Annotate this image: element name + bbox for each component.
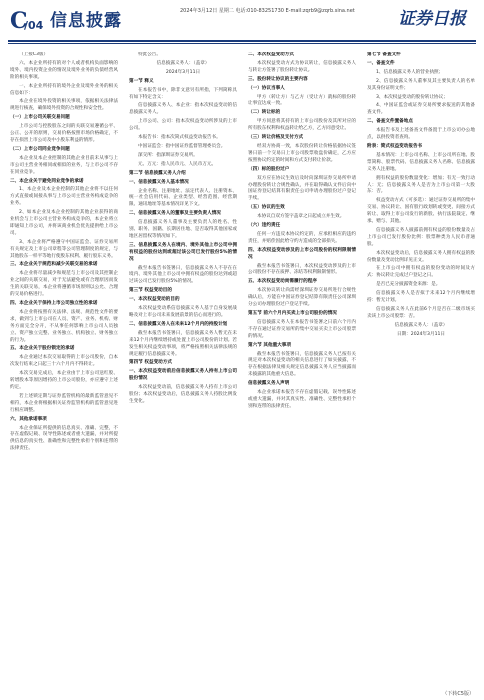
section-heading: 三、股份转让协议的主要内容: [248, 76, 308, 82]
paragraph: 2024年3月11日: [165, 69, 201, 75]
section-heading: 第三节 权益变动目的: [129, 288, 172, 294]
column-2: [129, 52, 237, 688]
column-4: [367, 52, 475, 688]
paragraph: 本次协议转让尚需经深圳证券交易所进行合规性确认后，方能在中国证券登记结算有限责任公司深圳分公司办理股份过户登记手续。: [248, 288, 356, 308]
paragraph: 截至本报告书签署日，信息披露义务人已按有关规定对本次权益变动的相关信息进行了如实披露，不存在根据法律及相关规定信息披露义务人应当披露而未披露的其他重大信息。: [248, 351, 356, 378]
section-heading: 六、其他承诺事项: [10, 416, 47, 422]
paragraph: 信息披露义务人披露前拥有权益的股份数量及占上市公司已发行股份比例：股票种类为人民币普通股。: [367, 227, 475, 247]
paragraph: 1、本企业及本企业控制的其他企业将不以任何方式直接或间接从事与上市公司主营业务构成竞争的业务。: [10, 187, 118, 207]
paragraph: 深交所：指深圳证券交易所。: [138, 152, 198, 158]
paragraph: 2、信息披露义务人董事及其主要负责人的名单及其身份证明文件；: [367, 78, 475, 91]
paragraph: 日期：2024年3月11日: [396, 331, 446, 337]
section-heading: 二、信息披露义务人在未来12个月内的持股计划: [129, 321, 228, 327]
paragraph: 3、本次权益变动的股份转让协议；: [376, 94, 448, 100]
section-heading: 第六节 其他重大事项: [248, 342, 291, 348]
section-heading: 三、信息披露义务人在境内、境外其他上市公司中拥有权益的股份达到或超过该公司已发行股份5%的情况: [129, 242, 237, 262]
paragraph: 上市公司与控股股东之间的关联交易遵循公平、公正、公开的原则，交易价格按照市场价格确定，不存在损害上市公司及中小股东利益的情形。: [10, 124, 118, 143]
column-3: [248, 52, 356, 688]
paragraph: 中国证监会：指中国证券监督管理委员会。: [138, 143, 226, 149]
paragraph: 本协议自双方签字盖章之日起成立并生效。: [257, 214, 345, 220]
section-heading: 二、信息披露义务人的董事及主要负责人情况: [129, 211, 221, 217]
article-columns: [10, 52, 476, 688]
paragraph: 一、本企业所持有的境外企业及境外业务的相关信息如下：: [10, 83, 118, 96]
section-heading: （一）协议当事人: [248, 85, 285, 91]
paragraph: 在本报告书中，除非文意另有所指，下列简称具有如下特定含义：: [129, 87, 237, 100]
paragraph: 六、本企业所持有的对个人或者机构负面影响的境外、境内投资企业的情况及境外业务的负债经营风险的相关事项。: [10, 60, 118, 80]
paragraph: 双方应在协议生效后及时向深圳证券交易所申请办理股份转让合规性确认，并在取得确认文件后向中国证券登记结算有限责任公司申请办理股份过户登记手续。: [248, 175, 356, 202]
paragraph: 企业名称、注册地址、法定代表人、注册资本、统一社会信用代码、企业类型、经营范围、经营期限、通讯地址等基本情况详见下文。: [129, 188, 237, 208]
section-heading: 二、本企业关于避免同业竞争的承诺: [10, 178, 84, 184]
section-heading: 二、本次权益变动方式: [248, 52, 294, 57]
paragraph: 特此公告。: [138, 52, 161, 57]
paragraph: 本企业通过本次交易取得的上市公司股份，自本次发行结束之日起三十六个月内不得转让。: [10, 355, 118, 368]
paragraph: 3、本企业将严格遵守中国证监会、证券交易所有关规定及上市公司章程等公司管理制度的规定，与其他股东一样平等地行使股东权利、履行股东义务。: [10, 239, 118, 259]
paragraph: 本企业承诺本报告不存在虚假记载、误导性陈述或重大遗漏，并对其真实性、准确性、完整性承担个别和连带的法律责任。: [248, 390, 356, 409]
paragraph: 本次交易完成后，本企业由于上市公司送红股、转增股本等原因增持的上市公司股份，亦应遵守上述约定。: [10, 371, 118, 390]
section-heading: 第五节 前六个月内买卖上市公司股份的情况: [248, 311, 337, 316]
paragraph: 上市公司、公司：指本次权益变动所涉及的上市公司。: [129, 119, 237, 132]
section-heading: 一、本次权益变动的目的: [129, 297, 180, 303]
section-heading: （四）标的股份过户: [248, 166, 290, 172]
section-heading: 四、本企业关于保持上市公司独立性的承诺: [10, 301, 98, 306]
section-heading: 第二节 信息披露义务人介绍: [129, 170, 186, 176]
paragraph: 截至本报告书签署日，信息披露义务人暂无在未来12个月内继续增持或处置上市公司股份的计划。若发生相关权益变动事项，将严格按照相关法律法规的规定履行信息披露义务。: [129, 330, 237, 357]
section-heading: （六）违约责任: [248, 223, 281, 229]
paragraph: 本企业将尽量减少和规范与上市公司及其控制企业之间的关联交易，对于无法避免或有合理原因而发生的关联交易，本企业将遵循市场原则以公允、合理的交易价格进行。: [10, 271, 118, 298]
paragraph: 信息披露义务人在本报告书签署之日前六个月内不存在通过证券交易所的集中交易买卖上市公司股票的情况。: [248, 319, 356, 339]
paragraph: 本次权益变动后，信息披露义务人拥有权益的股份数量及变动比例详见正文。: [367, 250, 475, 263]
paragraph: 甲方同意将其持有的上市公司股份及其所对应的所有股东权利和权益转让给乙方，乙方同意受让。: [248, 119, 356, 132]
page-letter: C: [10, 8, 28, 34]
paragraph: 信息披露义务人、本企业：指本次权益变动的信息披露义务人。: [129, 103, 237, 116]
continued-note: （下转C5版）: [442, 691, 474, 697]
section-heading: （三）转让价格及支付方式: [248, 135, 304, 141]
newspaper-logo: 证券日报: [398, 9, 466, 29]
paragraph: 2、如本企业及本企业控制的其他企业获得的商业机会与上市公司主营业务构成竞争的，本企业将立即通知上市公司，并将该商业机会优先提供给上市公司。: [10, 210, 118, 236]
paragraph: 信息披露义务人是否拟于未来12个月内继续增持：暂无计划。: [367, 291, 475, 304]
paragraph: 任何一方违反本协议约定的，应承担相应的违约责任，并赔偿因此给守约方造成的全部损失。: [248, 231, 356, 244]
header-meta: [180, 8, 380, 14]
paragraph: 4、中国证监会或证券交易所要求报送的其他备查文件。: [367, 103, 475, 116]
paragraph: 基本情况：上市公司名称、上市公司所在地、股票简称、股票代码、信息披露义务人名称、信息披露义务人注册地。: [367, 152, 475, 172]
paragraph: 拥有权益的股份数量变化：增加；有无一致行动人：无；信息披露义务人是否为上市公司第一大股东：否。: [367, 175, 475, 195]
section-heading: （五）协议的生效: [248, 205, 285, 211]
paragraph: 本报告书及上述备查文件备置于上市公司办公地点，以供投资者查询。: [367, 128, 475, 141]
paragraph: 信息披露义务人在此前6个月是否在二级市场买卖该上市公司股票：否。: [367, 307, 475, 319]
paragraph: 截至本报告书签署日，信息披露义务人不存在在境内、境外其他上市公司中拥有权益的股份达到或超过该公司已发行股份5%的情况。: [129, 265, 237, 285]
section-heading: 第四节 权益变动方式: [129, 360, 172, 366]
section-heading: （一）上市公司关联交易问题: [10, 115, 70, 121]
section-heading: 一、备查文件: [367, 60, 395, 66]
section-heading: 信息披露义务人声明: [248, 381, 290, 387]
paragraph: 本企业保证所提供的信息真实、准确、完整，不存在虚假记载、误导性陈述或者重大遗漏，并对所提供信息的真实性、准确性和完整性承担个别和连带的法律责任。: [10, 425, 118, 452]
header-rule-thin: [8, 43, 476, 44]
column-1: [10, 52, 118, 688]
paragraph: 信息披露义务人：（盖章）: [394, 322, 448, 328]
section-heading: 三、本企业关于规范和减少关联交易的承诺: [10, 262, 98, 268]
paragraph: 本企业及本企业控制的其他企业目前未从事与上市公司主营业务相同或相似的业务，与上市公司不存在同业竞争。: [10, 155, 118, 175]
paragraph: 本企业在境外投资的相关事项，依据相关法律法规进行核查，确保境外投资的合规性和安全性。: [10, 99, 118, 112]
paragraph: 本次权益变动前，信息披露义务人持有上市公司股份；本次权益变动后，信息披露义务人持股比例发生变化。: [129, 385, 237, 404]
paragraph: 本次权益变动系信息披露义务人基于自身发展战略及对上市公司未来发展前景的信心而进行的。: [129, 306, 237, 318]
paragraph: 本企业将按照有关法律、法规、规范性文件的要求，做到与上市公司在人员、资产、业务、机构、财务方面完全分开，不从事任何影响上市公司人员独立、资产独立完整、业务独立、机构独立、财务独立的行为。: [10, 309, 118, 343]
paragraph: 权益变动方式（可多选）：通过证券交易所的集中交易、协议转让、国有股行政划转或变更、间接方式转让、取得上市公司发行的新股、执行法院裁定、继承、赠与、其他。: [367, 198, 475, 225]
paragraph: 在上市公司中拥有权益的股份变动的时间及方式：协议转让完成过户登记之日。: [367, 266, 475, 279]
paragraph: （上接C3版）: [19, 52, 49, 57]
section-heading: 附表：简式权益变动报告书: [367, 143, 423, 149]
section-heading: 一、本次权益变动前后信息披露义务人持有上市公司股份情况: [129, 369, 237, 382]
paragraph: 本报告书：指本次简式权益变动报告书。: [138, 135, 221, 141]
paragraph: 元、万元：指人民币元、人民币万元。: [138, 161, 217, 167]
paragraph: 信息披露义务人董事及主要负责人的姓名、性别、职务、国籍、长期居住地、是否取得其他国家或地区居留权等情况如下。: [129, 220, 237, 239]
section-heading: 二、备查文件置备地点: [367, 119, 413, 125]
paragraph: 本次权益变动方式为协议转让，信息披露义务人与转让方签署了股份转让协议。: [248, 60, 356, 73]
section-heading: 四、本次权益变动涉及的上市公司股份的权利限制情况: [248, 247, 356, 260]
paragraph: 若上述锁定期与证券监管机构的最新监管意见不相符，本企业将根据相关证券监管机构的监管意见进行相应调整。: [10, 393, 118, 413]
paragraph: 截至本报告书签署日，本次权益变动涉及的上市公司股份不存在质押、冻结等权利限制情形。: [248, 263, 356, 276]
section-heading: 一、信息披露义务人基本情况: [129, 179, 189, 185]
section-heading: 第七节 备查文件: [367, 52, 401, 57]
paragraph: 是否已充分披露资金来源：是。: [376, 282, 441, 288]
header-date: 2024年3月12日 星期二: [180, 8, 234, 14]
section-heading: 五、本企业关于股份锁定的承诺: [10, 346, 75, 352]
section-title: 信息披露: [50, 11, 122, 31]
paragraph: 经双方协商一致，本次股份转让价格依据协议签署日前一个交易日上市公司股票收盘价确定，乙方应按照协议约定的时间和方式支付转让价款。: [248, 143, 356, 163]
section-heading: 五、本次权益变动尚需履行的程序: [248, 279, 317, 285]
section-heading: （二）上市公司同业竞争问题: [10, 146, 70, 152]
paragraph: 1、信息披露义务人的营业执照；: [376, 69, 444, 75]
section-heading: 第一节 释义: [129, 78, 154, 84]
page-number: /04: [24, 19, 44, 32]
paragraph: 甲方（转让方）与乙方（受让方）就标的股份转让事宜达成一致。: [248, 94, 356, 107]
paragraph: 信息披露义务人：（盖章）: [156, 60, 210, 66]
header-contact: 电话:010-83251730 E-mail:zqrb9@zqrb.sina.net: [235, 8, 355, 14]
header-rule: [8, 40, 476, 42]
section-heading: （二）转让标的: [248, 110, 281, 116]
page-header: [0, 0, 484, 44]
